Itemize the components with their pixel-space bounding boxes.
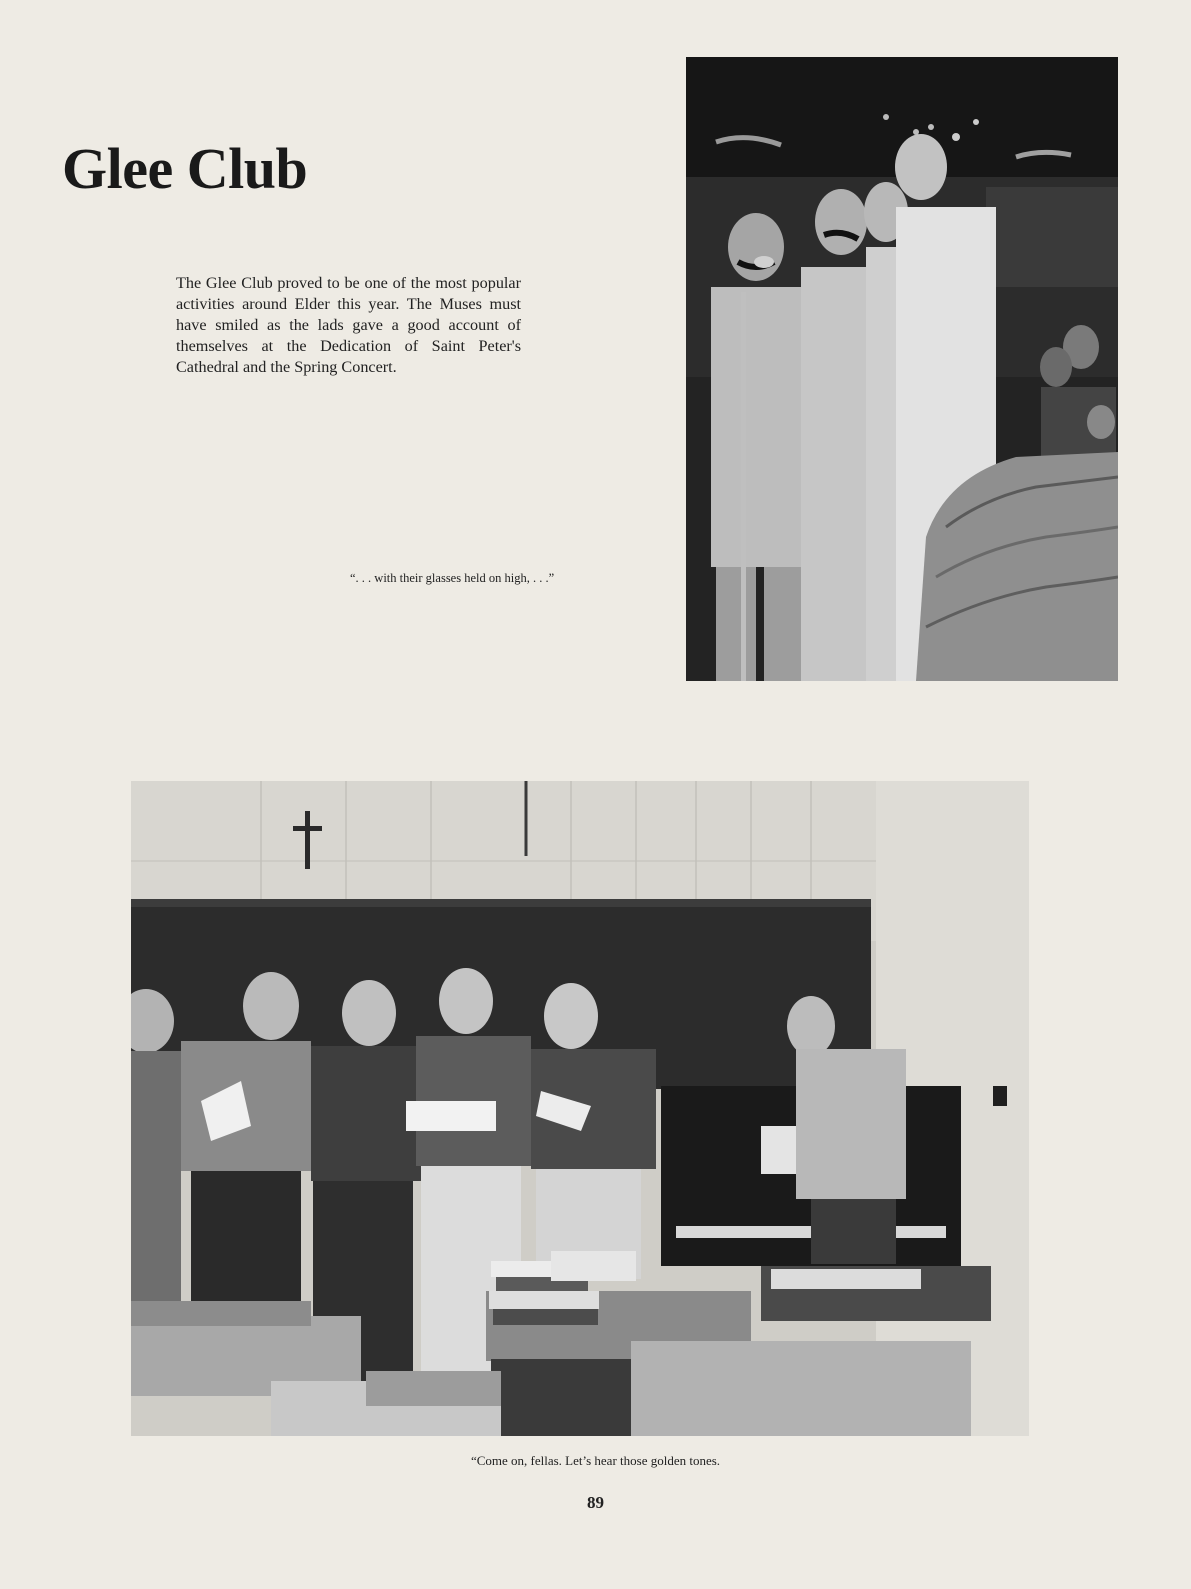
photo-glee-club-rehearsal [131, 781, 1029, 1436]
photo-singers-on-stage [686, 57, 1118, 681]
intro-paragraph: The Glee Club proved to be one of the most popular activities around Elder this year. The Muses must have smiled as the lads gave a good account of themselves at the Dedication of Saint Peter's Cathedral and the Spring Concert. [176, 274, 521, 376]
top-photo-caption: “. . . with their glasses held on high, . . .” [350, 571, 555, 585]
bottom-photo-caption: “Come on, fellas. Let’s hear those golden tones. [470, 1453, 721, 1468]
page-number: 89 [587, 1493, 604, 1512]
page-title: Glee Club [62, 136, 308, 201]
